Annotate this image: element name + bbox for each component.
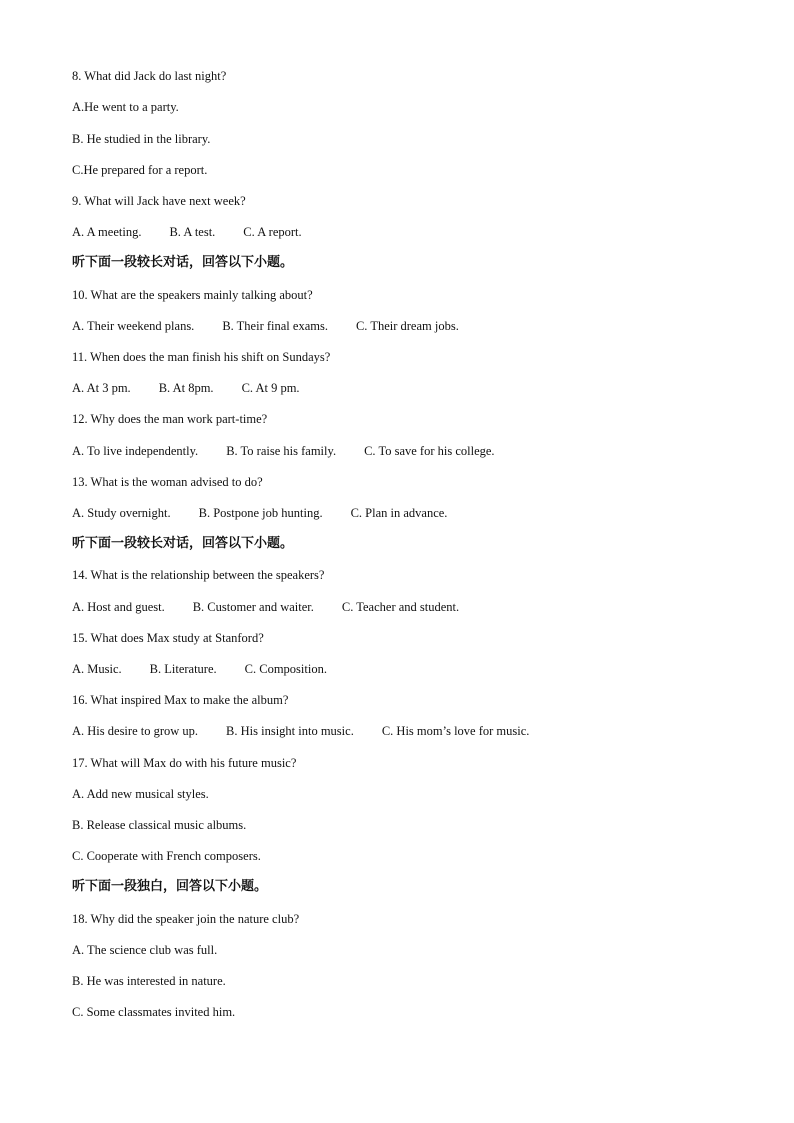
- option-11b: B. At 8pm.: [158, 381, 214, 395]
- question-9: 9. What will Jack have next week?: [72, 194, 246, 208]
- option-18b: B. He was interested in nature.: [72, 974, 226, 988]
- option-13b: B. Postpone job hunting.: [198, 506, 323, 520]
- option-17a: A. Add new musical styles.: [72, 787, 209, 801]
- option-14b: B. Customer and waiter.: [192, 600, 314, 614]
- option-18c: C. Some classmates invited him.: [72, 1005, 236, 1019]
- option-11a: A. At 3 pm.: [72, 381, 131, 395]
- option-13a: A. Study overnight.: [72, 506, 171, 520]
- option-15a: A. Music.: [72, 662, 122, 676]
- option-9c: C. A report.: [243, 225, 302, 239]
- options-12: [72, 443, 495, 459]
- options-14: [72, 599, 459, 615]
- option-11c: C. At 9 pm.: [241, 381, 300, 395]
- option-10a: A. Their weekend plans.: [72, 319, 195, 333]
- options-16: [72, 723, 529, 739]
- section-heading-1: 听下面一段较长对话，回答以下小题。: [72, 255, 294, 270]
- option-14c: C. Teacher and student.: [341, 600, 460, 614]
- option-16c: C. His mom’s love for music.: [381, 724, 530, 738]
- option-16a: A. His desire to grow up.: [72, 724, 199, 738]
- option-12a: A. To live independently.: [72, 444, 199, 458]
- options-11: [72, 380, 300, 396]
- question-8: 8. What did Jack do last night?: [72, 69, 227, 83]
- question-10: 10. What are the speakers mainly talking about?: [72, 288, 313, 302]
- option-15b: B. Literature.: [149, 662, 217, 676]
- option-9b: B. A test.: [169, 225, 216, 239]
- option-17c: C. Cooperate with French composers.: [72, 849, 261, 863]
- options-15: [72, 661, 327, 677]
- question-16: 16. What inspired Max to make the album?: [72, 693, 289, 707]
- question-12: 12. Why does the man work part-time?: [72, 412, 268, 426]
- option-18a: A. The science club was full.: [72, 943, 218, 957]
- option-15c: C. Composition.: [244, 662, 327, 676]
- section-heading-2: 听下面一段较长对话，回答以下小题。: [72, 536, 294, 551]
- question-17: 17. What will Max do with his future music?: [72, 756, 297, 770]
- option-10b: B. Their final exams.: [222, 319, 328, 333]
- options-9: [72, 224, 302, 240]
- option-12b: B. To raise his family.: [226, 444, 337, 458]
- option-17b: B. Release classical music albums.: [72, 818, 247, 832]
- option-8c: C.He prepared for a report.: [72, 163, 208, 177]
- options-10: [72, 318, 459, 334]
- option-16b: B. His insight into music.: [226, 724, 354, 738]
- option-8a: A.He went to a party.: [72, 100, 179, 114]
- option-8b: B. He studied in the library.: [72, 132, 211, 146]
- question-15: 15. What does Max study at Stanford?: [72, 631, 264, 645]
- question-14: 14. What is the relationship between the speakers?: [72, 568, 325, 582]
- option-10c: C. Their dream jobs.: [355, 319, 459, 333]
- options-13: [72, 505, 447, 521]
- question-18: 18. Why did the speaker join the nature club?: [72, 912, 300, 926]
- option-13c: C. Plan in advance.: [350, 506, 448, 520]
- section-heading-3: 听下面一段独白，回答以下小题。: [72, 879, 268, 894]
- question-13: 13. What is the woman advised to do?: [72, 475, 263, 489]
- option-9a: A. A meeting.: [72, 225, 142, 239]
- option-14a: A. Host and guest.: [72, 600, 165, 614]
- option-12c: C. To save for his college.: [364, 444, 495, 458]
- question-11: 11. When does the man finish his shift on Sundays?: [72, 350, 331, 364]
